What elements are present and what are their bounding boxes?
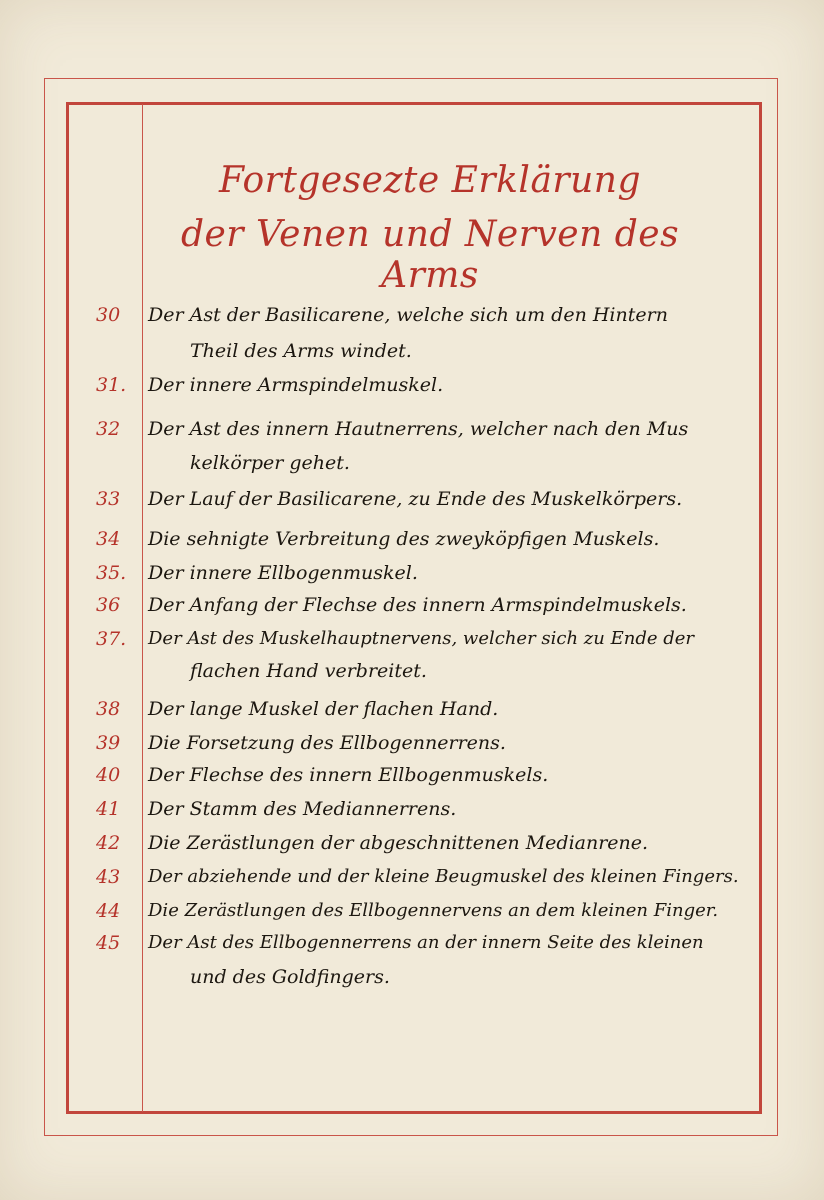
entry-number: 32 <box>96 418 121 440</box>
entry-text: Die Zerästlungen der abgeschnittenen Medianrene. <box>148 832 649 854</box>
entry-text: Der Ast des Muskelhauptnervens, welcher sich zu Ende der <box>148 628 694 649</box>
entry-number: 34 <box>96 528 121 550</box>
entry-number: 35. <box>96 562 127 584</box>
entry-text: Der abziehende und der kleine Beugmuskel des kleinen Fingers. <box>148 866 739 887</box>
entry-number: 33 <box>96 488 121 510</box>
entry-text: Der Ast des Ellbogennerrens an der innern Seite des kleinen <box>148 932 704 953</box>
entry-number: 39 <box>96 732 121 754</box>
margin-rule <box>142 104 143 1112</box>
entry-number: 40 <box>96 764 121 786</box>
entry-text: Der Flechse des innern Ellbogenmuskels. <box>148 764 549 786</box>
entry-text: Die Zerästlungen des Ellbogennervens an dem kleinen Finger. <box>148 900 719 921</box>
entry-text: Der innere Armspindelmuskel. <box>148 374 444 396</box>
entry-number: 36 <box>96 594 121 616</box>
entry-text: Der innere Ellbogenmuskel. <box>148 562 418 584</box>
page-title-line-2: der Venen und Nerven des Arms <box>180 214 680 296</box>
entry-text-continuation: kelkörper gehet. <box>190 452 350 474</box>
entry-text: Der Ast des innern Hautnerrens, welcher nach den Mus <box>148 418 689 440</box>
entry-number: 42 <box>96 832 121 854</box>
entry-text: Der Lauf der Basilicarene, zu Ende des Muskelkörpers. <box>148 488 683 510</box>
entry-number: 41 <box>96 798 121 820</box>
entry-text: Der Anfang der Flechse des innern Armspindelmuskels. <box>148 594 687 616</box>
entry-text: Die Forsetzung des Ellbogennerrens. <box>148 732 506 754</box>
entry-text: Der Stamm des Mediannerrens. <box>148 798 457 820</box>
entry-text-continuation: flachen Hand verbreitet. <box>190 660 427 682</box>
entry-text-continuation: und des Goldfingers. <box>190 966 390 988</box>
entry-text: Der lange Muskel der flachen Hand. <box>148 698 499 720</box>
entry-text: Die sehnigte Verbreitung des zweyköpfigen Muskels. <box>148 528 660 550</box>
entry-number: 37. <box>96 628 127 650</box>
page-title-line-1: Fortgesezte Erklärung <box>218 160 642 201</box>
entry-number: 30 <box>96 304 121 326</box>
entry-number: 44 <box>96 900 121 922</box>
entry-number: 45 <box>96 932 121 954</box>
entry-text-continuation: Theil des Arms windet. <box>190 340 412 362</box>
entry-number: 43 <box>96 866 121 888</box>
entry-number: 38 <box>96 698 121 720</box>
entry-number: 31. <box>96 374 127 396</box>
entry-text: Der Ast der Basilicarene, welche sich um den Hintern <box>148 304 668 326</box>
